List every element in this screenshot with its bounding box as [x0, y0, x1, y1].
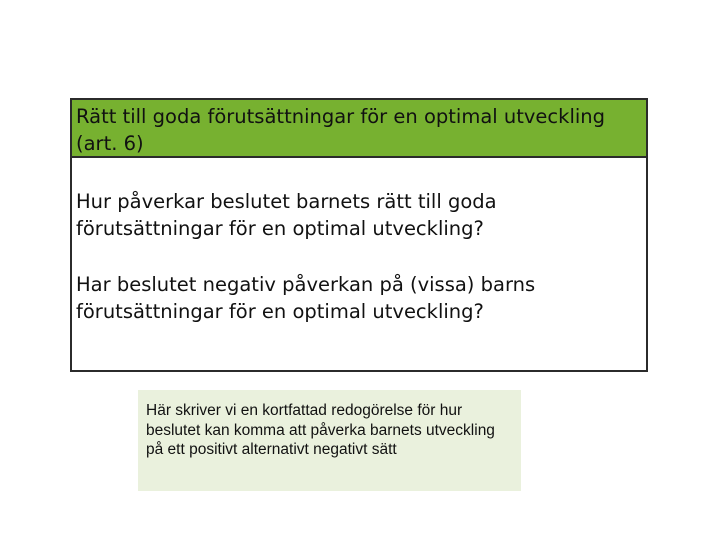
question-2: Har beslutet negativ påverkan på (vissa) barns förutsättningar för en optimal utveckling?: [76, 273, 536, 323]
question-box: [70, 98, 648, 372]
box-body: [72, 188, 646, 325]
question-1: Hur påverkar beslutet barnets rätt till goda förutsättningar för en optimal utveckling?: [76, 190, 497, 240]
box-title: Rätt till goda förutsättningar för en optimal utveckling (art. 6): [72, 100, 646, 158]
note-text-box: Här skriver vi en kortfattad redogörelse för hur beslutet kan komma att påverka barnets utveckling på ett positivt alternativt negativt sätt: [138, 390, 521, 491]
